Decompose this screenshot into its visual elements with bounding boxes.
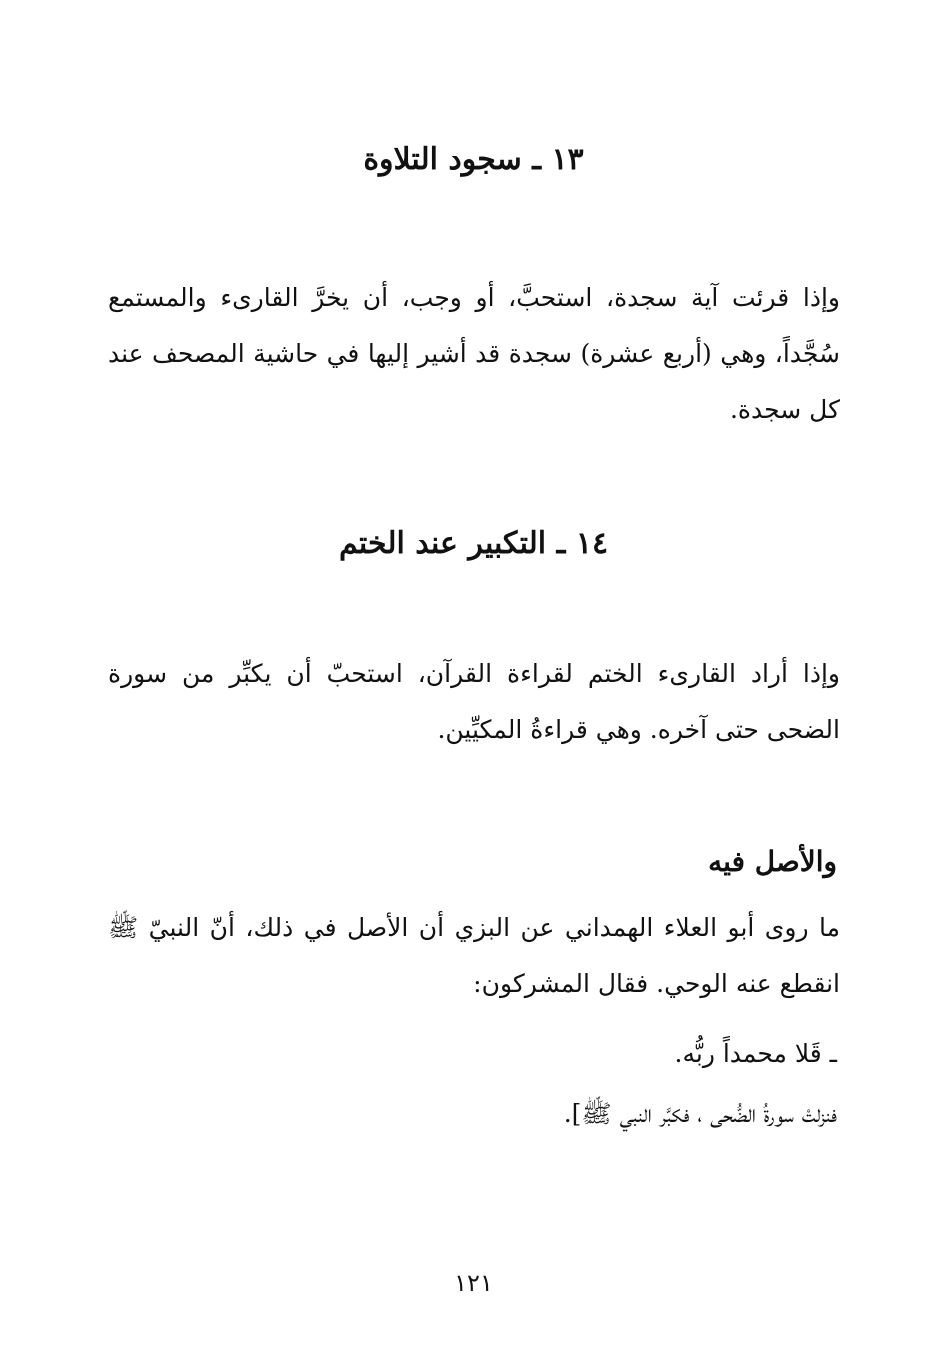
page-number: ١٢١ [454,1269,493,1297]
origin-quote: ـ قَلا محمداً ربُّه. [674,1039,837,1068]
origin-body: ما روى أبو العلاء الهمداني عن البزي أن الأصل في ذلك، أنّ النبيّ ﷺ انقطع عنه الوحي. فقال المشركون: [108,913,840,998]
section-13-title: ١٣ ـ سجود التلاوة [363,142,584,177]
section-13-body: وإذا قرئت آية سجدة، استحبَّ، أو وجب، أن يخرَّ القارىء والمستمع سُجَّداً، وهي (أربع عشرة) سجدة قد أشير إليها في حاشية المصحف عند كل سجدة. [108,283,840,424]
section-14-body: وإذا أراد القارىء الختم لقراءة القرآن، استحبّ أن يكبِّر من سورة الضحى حتى آخره. وهي قراءةُ المكيِّين. [108,659,840,744]
section-14-title: ١٤ ـ التكبير عند الختم [338,526,609,561]
origin-conclusion: فنزلتْ سورةُ الضُّحى ، فكبَّر النبي ﷺ]. [563,1099,837,1128]
origin-title: والأصل فيه [708,845,837,878]
